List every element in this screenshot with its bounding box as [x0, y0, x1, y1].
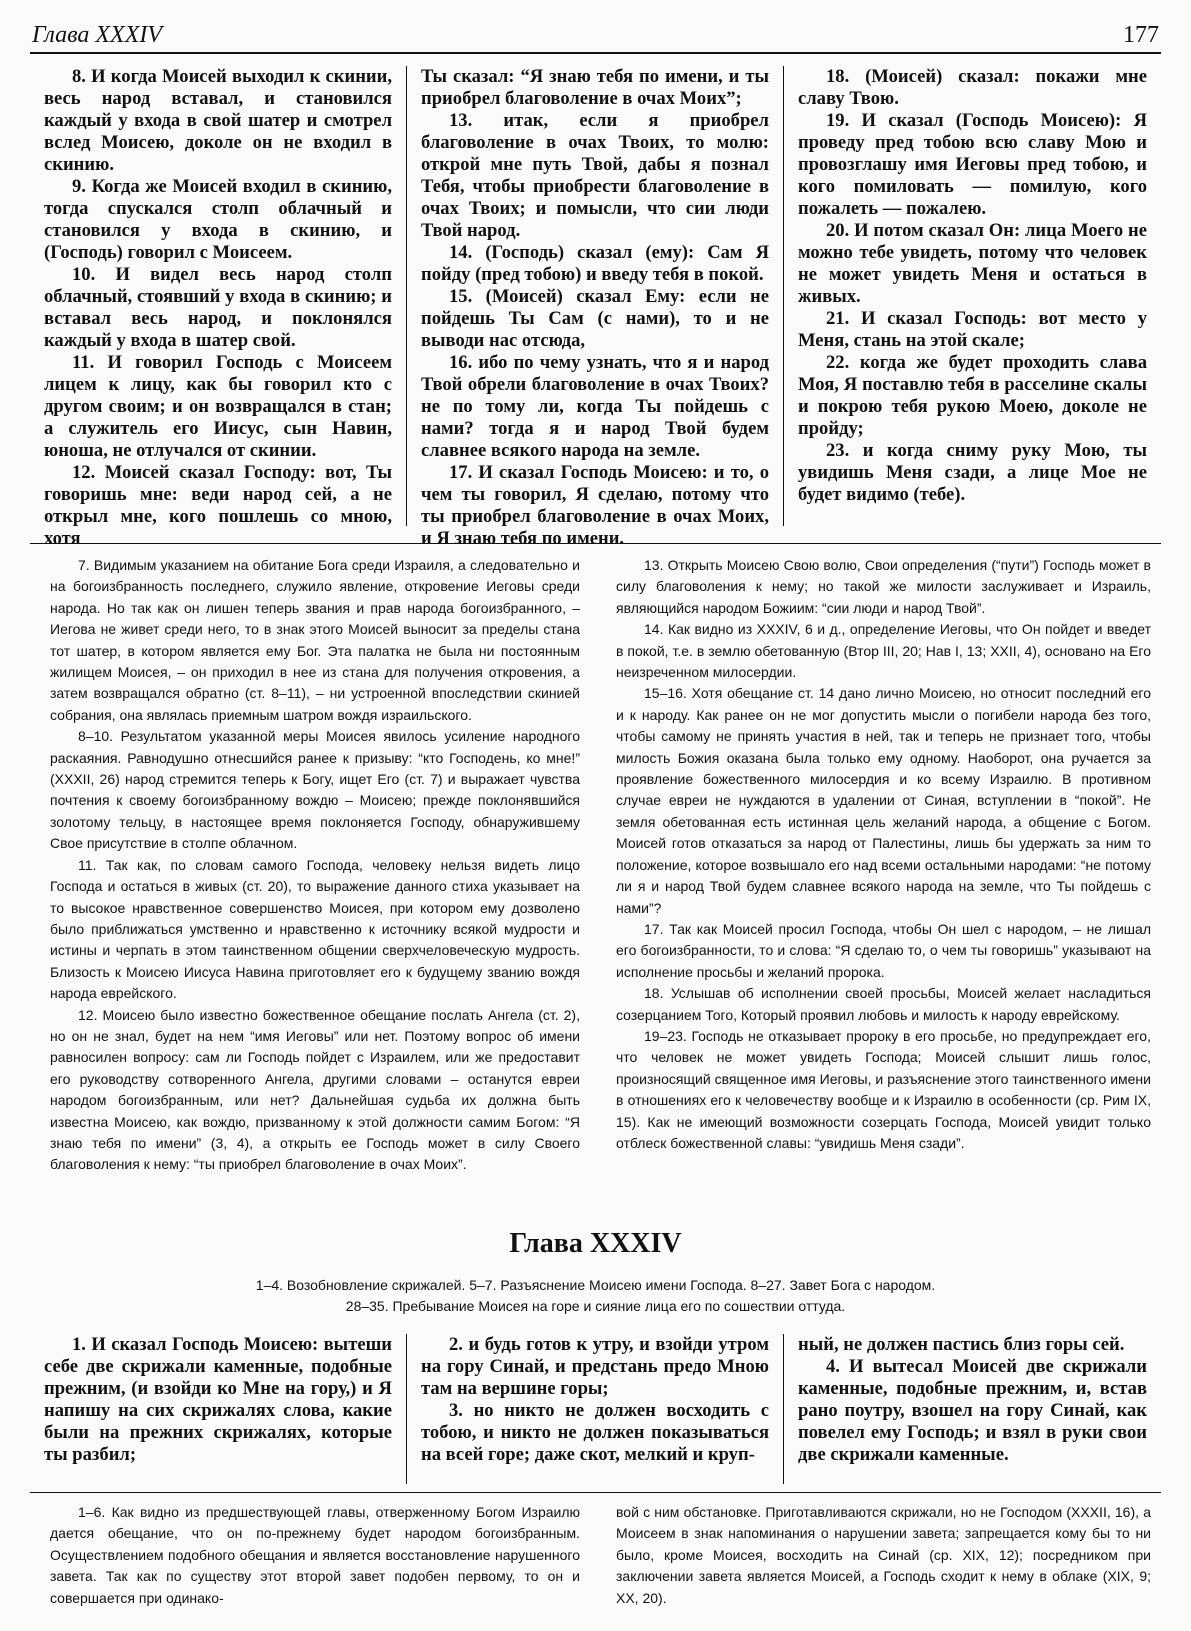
- page-number: 177: [1123, 22, 1159, 48]
- verse-column-1: [30, 1334, 406, 1484]
- verse-column-2: [406, 1334, 783, 1484]
- chapter-summary: [0, 1275, 1191, 1317]
- verse: ный, не должен пастись близ горы сей.: [798, 1334, 1125, 1355]
- verse: 12. Моисей сказал Господу: вот, Ты говоришь мне: веди народ сей, а не открыл мне, кого пошлешь со мною, хотя: [44, 462, 392, 549]
- commentary-paragraph: 17. Так как Моисей просил Господа, чтобы Он шел с народом, – не лишал его богоизбранности, то и слова: “Я сделаю то, о чем ты говоришь” указывают на исполнение просьбы и желаний пророка.: [616, 920, 1151, 980]
- verse: 15. (Моисей) сказал Ему: если не пойдешь Ты Сам (с нами), то и не выводи нас отсюда,: [421, 286, 769, 351]
- verse: 1. И сказал Господь Моисею: вытеши себе две скрижали каменные, подобные прежним, (и взойди ко Мне на гору,) и Я напишу на сих скрижалях слова, какие были на прежних скрижалях, которые ты разбил;: [44, 1334, 392, 1465]
- commentary-column-2: [596, 1502, 1161, 1606]
- verse: 14. (Господь) сказал (ему): Сам Я пойду (пред тобою) и введу тебя в покой.: [421, 242, 769, 285]
- verse: 20. И потом сказал Он: лица Моего не можно тебе увидеть, потому что человек не может увидеть Меня и остаться в живых.: [798, 220, 1147, 307]
- commentary-top: [30, 555, 1161, 1210]
- commentary-paragraph: 7. Видимым указанием на обитание Бога среди Израиля, а следовательно и на богоизбранность последнего, служило явление, откровение Иеговы среди народа. Но так как он лишен теперь звания и прав народа богоизбранного, – Иегова не живет среди него, то в знак этого Моисей выносит за пределы стана тот шатер, в котором является ему Бог. Эта палатка не была ни постоянным жилищем Моисея, – он приходил в нее из стана для получения откровения, а затем возвращался обратно (ст. 8–11), – ни устроенной впоследствии скинией собрания, она являлась приемным шатром вождя израильского.: [50, 557, 580, 723]
- verse: 3. но никто не должен восходить с тобою, и никто не должен показываться на всей горе; даже скот, мелкий и круп-: [421, 1400, 769, 1465]
- verse: 17. И сказал Господь Моисею: и то, о чем ты говорил, Я сделаю, потому что ты приобрел благоволение в очах Моих, и Я знаю тебя по имени.: [421, 462, 769, 549]
- commentary-column-2: [596, 555, 1161, 1210]
- commentary-paragraph: 11. Так как, по словам самого Господа, человеку нельзя видеть лицо Господа и остаться в живых (ст. 20), то выражение данного стиха указывает на то высокое нравственное совершенство Моисея, при котором ему дозволено было приближаться умственно и нравственно к источнику всякой мудрости и истины и черпать в этом таинственном общении сверхчеловеческую мудрость. Близость к Моисею Иисуса Навина приготовляет его к будущему званию вождя народа еврейского.: [50, 856, 580, 1002]
- commentary-bottom: [30, 1502, 1161, 1606]
- commentary-paragraph: 12. Моисею было известно божественное обещание послать Ангела (ст. 2), но он не знал, будет на нем “имя Иеговы” или нет. Поэтому вопрос об имени равносилен вопросу: сам ли Господь пойдет с Израилем, или же предоставит его руководству сотворенного Ангела, другими словами – останутся евреи народом богоизбранным, или нет? Дальнейшая судьба их должна быть известна Моисею, как вождю, призванному к этой должности самим Богом: “Я знаю тебя по имени” (3, 4), а открыть ее Господь может в силу Своего благоволения к нему: “ты приобрел благоволение в очах Моих”.: [50, 1006, 580, 1173]
- commentary-column-1: [30, 555, 596, 1210]
- commentary-paragraph: вой с ним обстановке. Приготавливаются скрижали, но не Господом (XXXII, 16), а Моисеем в знак напоминания о нарушении завета; запрещается кому бы то ни было, кроме Моисея, восходить на Синай (ср. XIX, 12); посредником при заключении завета является Моисей, а Господь сходит к нему в облаке (XIX, 9; XX, 20).: [616, 1504, 1151, 1606]
- commentary-paragraph: 1–6. Как видно из предшествующей главы, отверженному Богом Израилю дается обещание, что он по-прежнему будет народом богоизбранным. Осуществлением подобного обещания и является восстановление нарушенного завета. Так как по существу этот второй завет подобен первому, то он и совершается при одинако-: [50, 1504, 580, 1606]
- divider: [30, 543, 1161, 544]
- verse: 23. и когда сниму руку Мою, ты увидишь Меня сзади, а лице Мое не будет видимо (тебе).: [798, 440, 1147, 505]
- commentary-paragraph: 18. Услышав об исполнении своей просьбы, Моисей желает насладиться созерцанием Того, Который проявил любовь и милость к народу еврейскому.: [616, 985, 1151, 1023]
- verse: 18. (Моисей) сказал: покажи мне славу Твою.: [798, 66, 1147, 109]
- commentary-paragraph: 8–10. Результатом указанной меры Моисея явилось усиление народного раскаяния. Равнодушно отнесшийся ранее к призыву: “кто Господень, ко мне!” (XXXII, 26) народ стремится теперь к Богу, ищет Его (ст. 7) и выражает чувства почтения к своему богоизбранному вождю – Моисею; прежде поклонявшийся золотому тельцу, в настоящее время поклоняется Господу, обнаружившему Свое присутствие в столпе облачном.: [50, 728, 580, 852]
- verse-column-2: [406, 66, 783, 549]
- summary-line: 1–4. Возобновление скрижалей. 5–7. Разъяснение Моисею имени Господа. 8–27. Завет Бога с народом.: [255, 1277, 936, 1293]
- commentary-column-1: [30, 1502, 596, 1606]
- verses-top: [30, 66, 1161, 549]
- verse: 21. И сказал Господь: вот место у Меня, стань на этой скале;: [798, 308, 1147, 351]
- verses-bottom: [30, 1334, 1161, 1484]
- verse: 8. И когда Моисей выходил к скинии, весь народ вставал, и становился каждый у входа в свой шатер и смотрел вслед Моисею, доколе он не входил в скинию.: [44, 66, 392, 175]
- chapter-title: Глава XXXIV: [509, 1228, 682, 1259]
- verse: Ты сказал: “Я знаю тебя по имени, и ты приобрел благоволение в очах Моих”;: [421, 66, 769, 109]
- summary-line: 28–35. Пребывание Моисея на горе и сияние лица его по сошествии оттуда.: [345, 1298, 846, 1314]
- commentary-paragraph: 19–23. Господь не отказывает пророку в его просьбе, но предупреждает его, что человек не может увидеть Господа; Моисей слышит лишь голос, произносящий священное имя Иеговы, и разъяснение этого таинственного имени в отношениях его к человечеству вообще и к Израилю в особенности (ср. Рим IX, 15). Как не имеющий возможности созерцать Господа, Моисей увидит только отблеск божественной славы: “увидишь Меня сзади”.: [616, 1027, 1151, 1151]
- verse: 9. Когда же Моисей входил в скинию, тогда спускался столп облачный и становился у входа в скинию, и (Господь) говорил с Моисеем.: [44, 176, 392, 263]
- verse-column-1: [30, 66, 406, 549]
- verse: 11. И говорил Господь с Моисеем лицем к лицу, как бы говорил кто с другом своим; и он возвращался в стан; а служитель его Иисус, сын Навин, юноша, не отлучался от скинии.: [44, 352, 392, 461]
- verse-column-3: [783, 66, 1161, 526]
- running-head-chapter: Глава XXXIV: [32, 22, 163, 48]
- verse: 16. ибо по чему узнать, что я и народ Твой обрели благоволение в очах Твоих? не по тому ли, когда Ты пойдешь с нами? тогда я и народ Твой будем славнее всякого народа на земле.: [421, 352, 769, 461]
- commentary-paragraph: 15–16. Хотя обещание ст. 14 дано лично Моисею, но относит последний его и к народу. Как ранее он не мог допустить мысли о погибели народа без того, чтобы самому не принять участия в ней, так и теперь не признает того, чтобы милость Божия оказана была только ему одному. Наоборот, она ручается за проявление божественного милосердия и ко всему Израилю. В противном случае евреи не нуждаются в удалении от Синая, вступлении в “покой”. Не земля обетованная есть истинная цель желаний народа, а общение с Богом. Моисей готов отказаться за народ от Палестины, лишь бы удержать за ним то положение, которое возвышало его над всеми остальными народами: “не потому ли я и народ Твой будем славнее всякого народа на земле, что Ты пойдешь с нами”?: [616, 685, 1151, 916]
- commentary-paragraph: 13. Открыть Моисею Свою волю, Свои определения (“пути”) Господь может в силу благоволения к нему; но такой же милости заслуживает и Израиль, являющийся народом Божиим: “сии люди и народ Твой”.: [616, 557, 1151, 616]
- page-header: [30, 18, 1161, 54]
- commentary-paragraph: 14. Как видно из XXXIV, 6 и д., определение Иеговы, что Он пойдет и введет в покой, т.е. в землю обетованную (Втор III, 20; Нав I, 13; XXII, 4), основано на Его неизреченном милосердии.: [616, 621, 1151, 681]
- verse: 19. И сказал (Господь Моисею): Я проведу пред тобою всю славу Мою и провозглашу имя Иеговы пред тобою, и кого помиловать — помилую, кого пожалеть — пожалею.: [798, 110, 1147, 219]
- verse: 4. И вытесал Моисей две скрижали каменные, подобные прежним, и, встав рано поутру, взошел на гору Синай, как повелел ему Господь; и взял в руки свои две скрижали каменные.: [798, 1356, 1147, 1465]
- divider: [30, 1492, 1161, 1493]
- verse-column-3: [783, 1334, 1161, 1484]
- verse: 22. когда же будет проходить слава Моя, Я поставлю тебя в расселине скалы и покрою тебя рукою Моею, доколе не пройду;: [798, 352, 1147, 439]
- verse: 2. и будь готов к утру, и взойди утром на гору Синай, и предстань предо Мною там на вершине горы;: [421, 1334, 769, 1399]
- verse: 13. итак, если я приобрел благоволение в очах Твоих, то молю: открой мне путь Твой, дабы я познал Тебя, чтобы приобрести благоволение в очах Твоих; и помысли, что сии люди Твой народ.: [421, 110, 769, 241]
- verse: 10. И видел весь народ столп облачный, стоявший у входа в скинию; и вставал весь народ, и поклонялся каждый у входа в шатер свой.: [44, 264, 392, 351]
